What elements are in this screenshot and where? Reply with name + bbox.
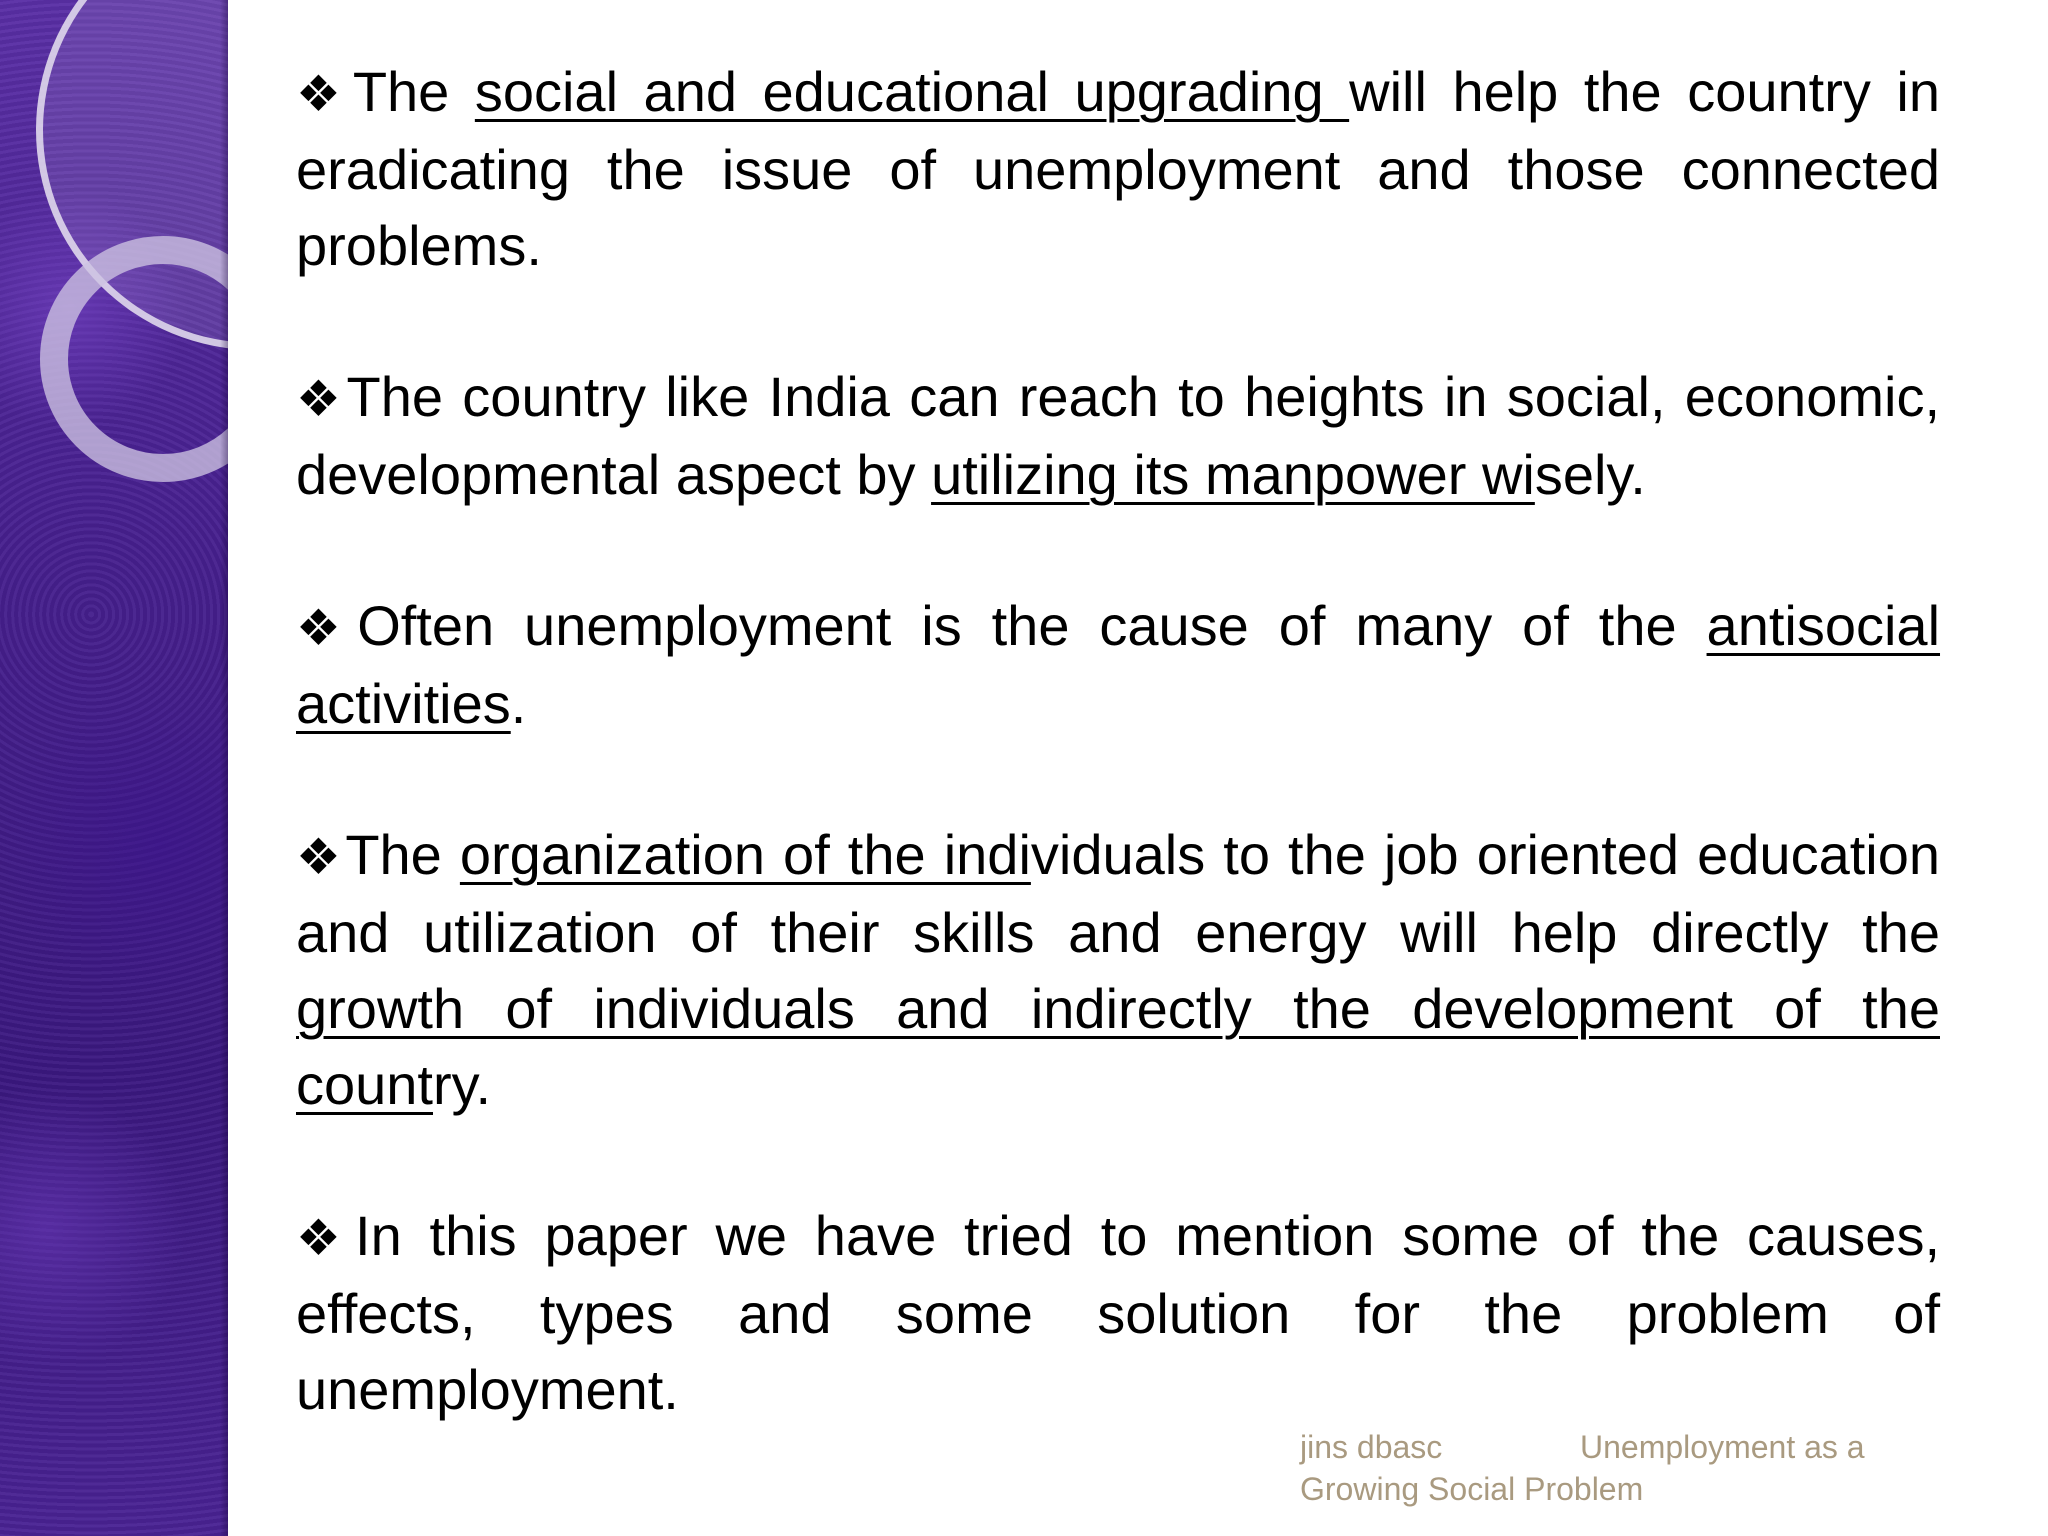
diamond-bullet-icon: ❖ xyxy=(296,829,344,885)
slide-footer xyxy=(1300,1426,1920,1510)
text-segment: In this paper we have tried to mention some of the causes, effects, types and some solution for the problem of unemployment. xyxy=(296,1204,1940,1421)
underlined-phrase: antisocial activities xyxy=(296,594,1941,735)
slide-body xyxy=(296,54,1940,1428)
footer-author: jins dbasc xyxy=(1300,1429,1443,1465)
underlined-phrase: utilizing its manpower wi xyxy=(931,443,1535,506)
diamond-bullet-icon: ❖ xyxy=(296,600,356,656)
text-segment: . xyxy=(510,672,527,735)
text-segment: Often unemployment is the cause of many of the xyxy=(357,594,1707,657)
text-segment: The country like India can reach to heights in social, economic, developmental aspect by xyxy=(296,365,1940,506)
diamond-bullet-icon: ❖ xyxy=(296,1210,354,1266)
paragraph-3 xyxy=(296,588,1940,742)
text-segment: viduals to the job oriented education and utilization of their skills and energy will help directly the xyxy=(296,823,1941,964)
decorative-sidebar xyxy=(0,0,228,1536)
paragraph-5 xyxy=(296,1198,1940,1428)
text-segment: The xyxy=(345,823,460,886)
small-ring-decoration xyxy=(40,236,228,482)
text-segment: sely. xyxy=(1534,443,1646,506)
diamond-bullet-icon: ❖ xyxy=(296,66,351,122)
underlined-phrase: growth of individuals and indirectly the development of the count xyxy=(296,977,1940,1116)
text-segment: ry. xyxy=(433,1053,492,1116)
footer-title-line-1: Unemployment as a xyxy=(1580,1429,1865,1465)
underlined-phrase: social and educational upgrading xyxy=(474,60,1350,123)
text-segment: will help the country in eradicating the issue of unemployment and those connected problems. xyxy=(296,60,1940,277)
underlined-phrase: organization of the indi xyxy=(459,823,1031,886)
paragraph-1 xyxy=(296,54,1940,284)
diamond-bullet-icon: ❖ xyxy=(296,371,345,427)
footer-title-line-2: Growing Social Problem xyxy=(1300,1471,1644,1507)
paragraph-2 xyxy=(296,359,1940,513)
paragraph-4 xyxy=(296,817,1940,1123)
text-segment: The xyxy=(352,60,475,123)
